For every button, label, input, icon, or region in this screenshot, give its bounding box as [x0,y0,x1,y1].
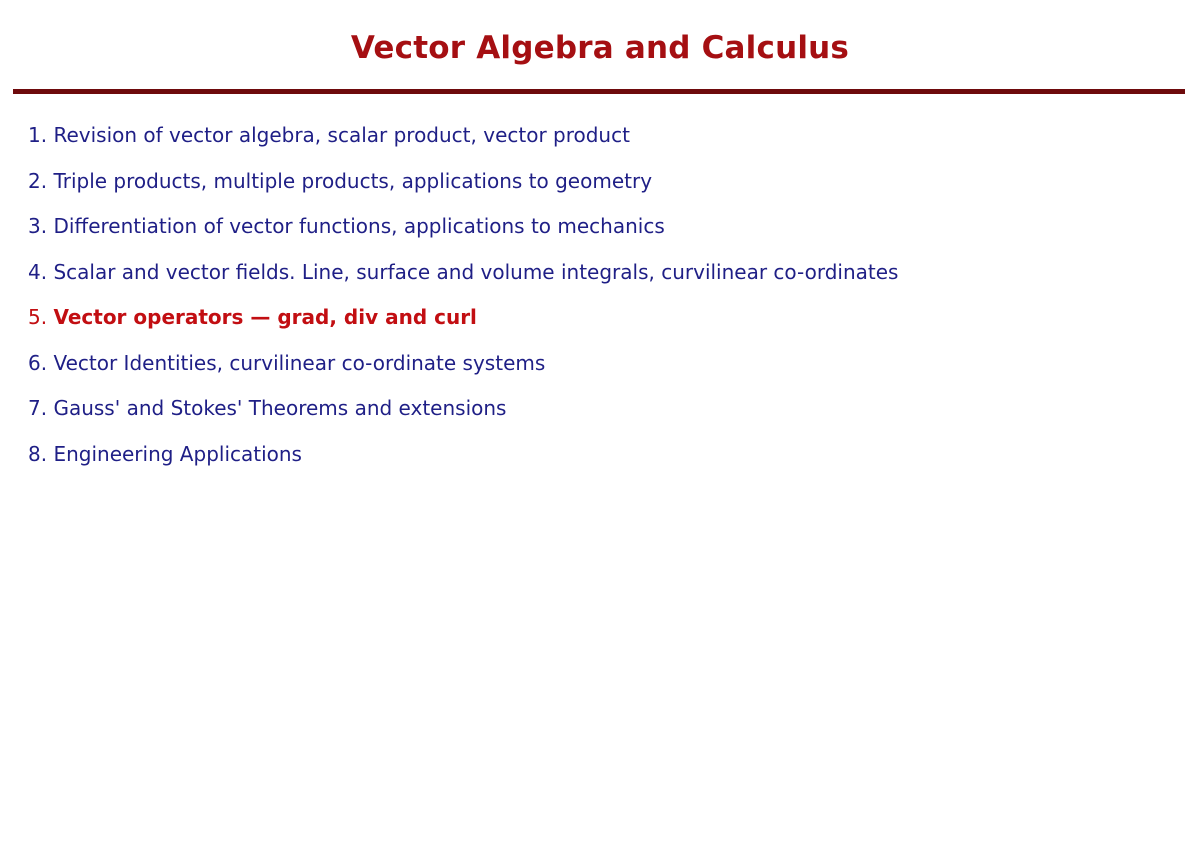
topic-number: 5. [28,305,48,329]
topic-text: Gauss' and Stokes' Theorems and extensions [53,396,507,420]
title-divider [13,89,1185,94]
topic-list [28,118,1178,482]
topic-text: Differentiation of vector functions, applications to mechanics [53,214,665,238]
topic-number: 7. [28,396,48,420]
topic-item-5 [28,300,1178,346]
topic-text: Engineering Applications [53,441,302,466]
topic-item-2 [28,164,1178,210]
topic-number: 6. [28,350,48,375]
topic-item-4 [28,255,1178,301]
topic-item-1 [28,118,1178,164]
topic-item-3 [28,209,1178,255]
topic-item-8 [28,437,1178,483]
topic-number: 1. [28,123,48,147]
topic-number: 4. [28,259,48,284]
topic-number: 8. [28,441,48,466]
topic-number: 2. [28,168,48,193]
topic-item-6 [28,346,1178,392]
topic-text: Triple products, multiple products, applications to geometry [53,168,653,193]
topic-text: Vector Identities, curvilinear co-ordinate systems [53,350,546,375]
topic-text: Vector operators — grad, div and curl [53,305,477,329]
topic-text: Revision of vector algebra, scalar product, vector product [53,123,630,147]
topic-number: 3. [28,214,48,238]
slide-title: Vector Algebra and Calculus [350,30,850,66]
topic-item-7 [28,391,1178,437]
topic-text: Scalar and vector fields. Line, surface and volume integrals, curvilinear co-ordinates [53,259,899,284]
